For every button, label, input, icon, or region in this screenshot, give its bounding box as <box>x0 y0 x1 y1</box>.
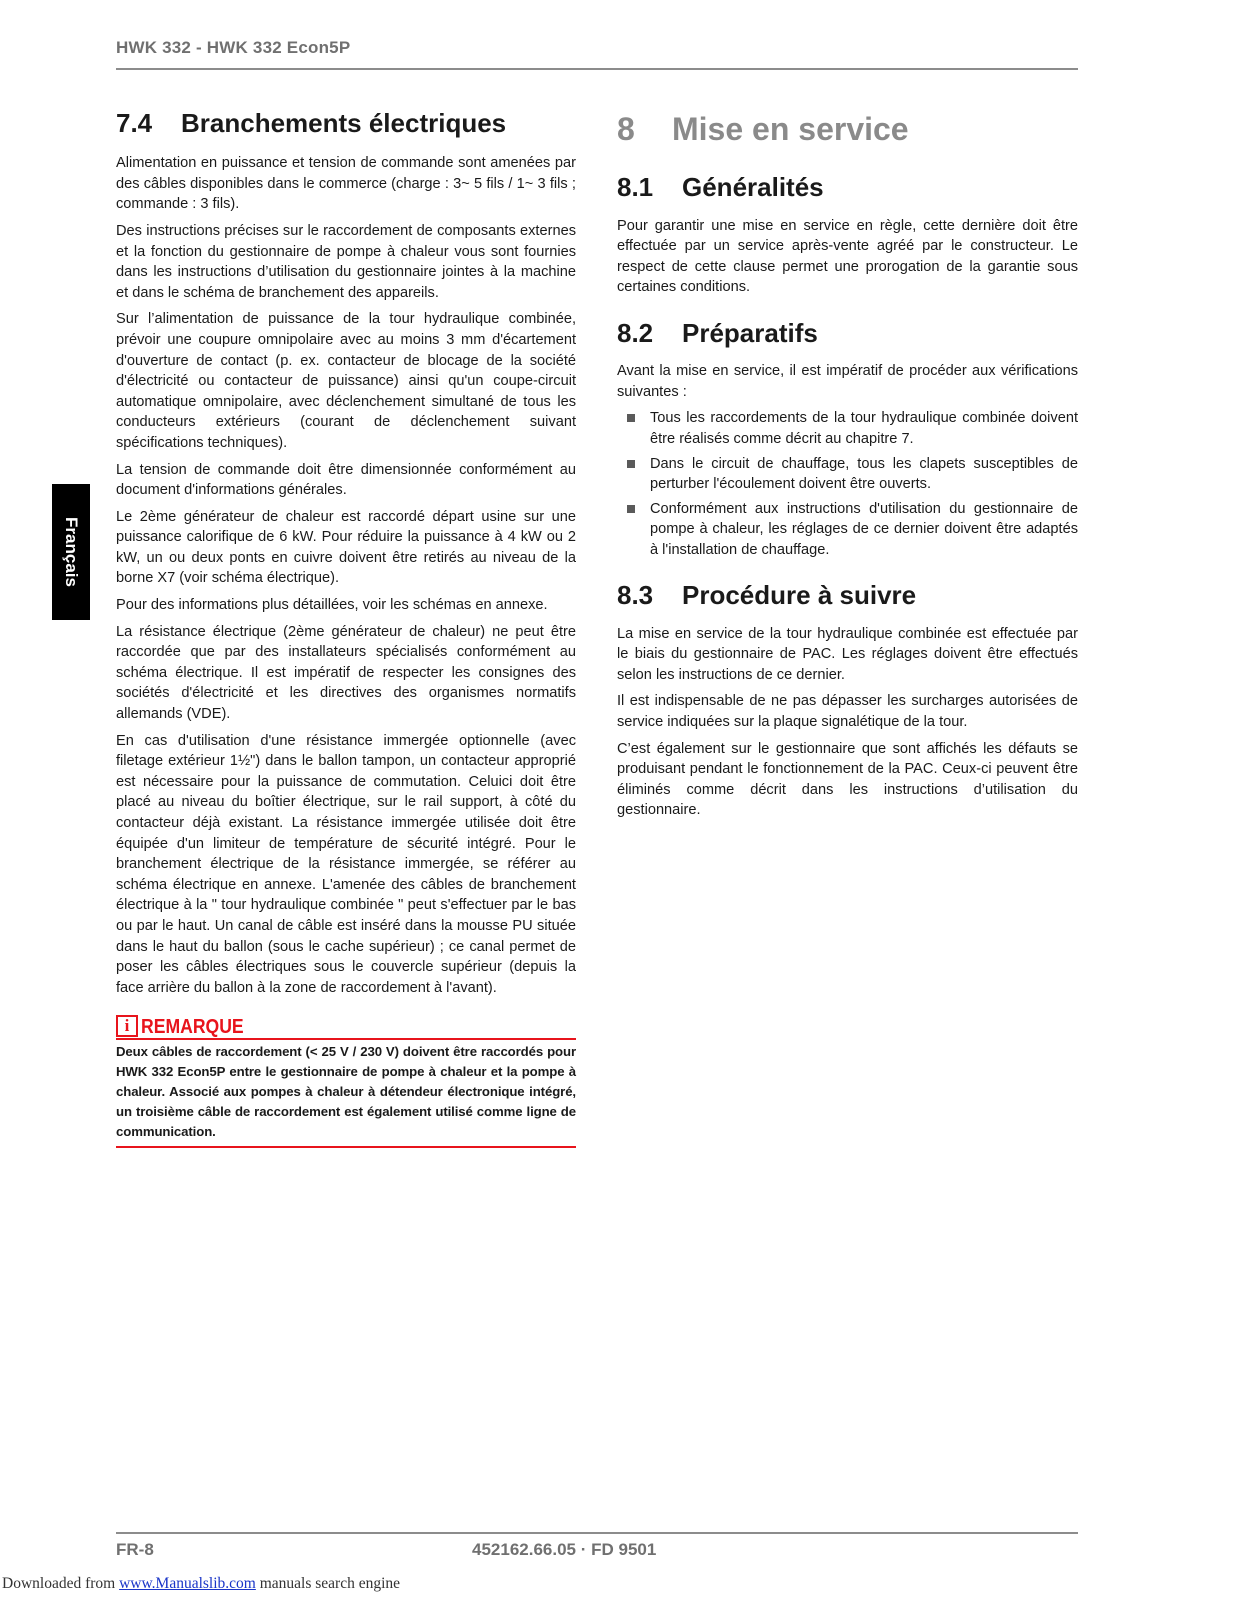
chapter-title: Mise en service <box>672 111 909 147</box>
section-title: Préparatifs <box>682 317 818 348</box>
section-8-3-heading <box>617 580 1078 611</box>
page-header <box>116 38 1078 70</box>
manualslib-link[interactable]: www.Manualslib.com <box>119 1575 256 1592</box>
right-column <box>617 108 1078 827</box>
paragraph: Il est indispensable de ne pas dépasser les surcharges autorisées de service indiquées sur la plaque signalétique de la tour. <box>617 693 1078 731</box>
page-number: FR-8 <box>116 1540 154 1559</box>
paragraph: Avant la mise en service, il est impératif de procéder aux vérifications suivantes : <box>617 363 1078 400</box>
remark-title: REMARQUE <box>141 1016 244 1039</box>
paragraph: Pour garantir une mise en service en règle, cette dernière doit être effectuée par un service après-vente agréé par le constructeur. Le respect de cette clause permet une prorogation de la garantie sous certaines conditions. <box>617 217 1078 296</box>
section-number: 7.4 <box>116 108 153 138</box>
chapter-8-heading <box>617 110 1078 148</box>
paragraph: Le 2ème générateur de chaleur est raccordé départ usine sur une puissance calorifique de 6 kW. Pour réduire la puissance à 4 kW ou 2 kW, un ou deux ponts en cuivre doivent être retirés au niveau de la borne X7 (voir schéma électrique). <box>116 508 576 587</box>
list-item-text: Tous les raccordements de la tour hydraulique combinée doivent être réalisés comme décrit au chapitre 7. <box>650 410 1078 447</box>
chapter-number: 8 <box>617 111 635 147</box>
paragraph: En cas d'utilisation d'une résistance immergée optionnelle (avec filetage extérieur 1½") dans le ballon tampon, un contacteur approprié est nécessaire pour la puissance de commutation. Celuici doit être placé au niveau du boîtier électrique, sur le rail support, à côté du contacteur déjà existant. La résistance immergée utilisée doit être équipée d'un limiteur de température de sécurité intégré. Pour le branchement électrique de la résistance immergée, se référer au schéma électrique en annexe. L'amenée des câbles de branchement électrique à la " tour hydraulique combinée " peut s'effectuer par le bas ou par le haut. Un canal de câble est inséré dans la mousse PU située dans le haut du ballon (sous le cache supérieur) ; ce canal permet de poser les câbles électriques sous le couvercle supérieur (depuis la face arrière du ballon à la zone de raccordement à l'avant). <box>116 732 576 996</box>
remark-text: Deux câbles de raccordement (< 25 V / 230 V) doivent être raccordés pour HWK 332 Econ5P entre le gestionnaire de pompe à chaleur et la pompe à chaleur. Associé aux pompes à chaleur à détendeur électronique intégré, un troisième câble de raccordement est également utilisé comme ligne de communication. <box>116 1040 576 1148</box>
list-item <box>617 454 1078 495</box>
paragraph: La résistance électrique (2ème générateur de chaleur) ne peut être raccordée que par des installateurs spécialisés conformément au schéma électrique. Il est impératif de respecter les consignes des sociétés d'électricité et les directives des organismes normatifs allemands (VDE). <box>116 623 576 723</box>
paragraph: C’est également sur le gestionnaire que sont affichés les défauts se produisant pendant le fonctionnement de la PAC. Ceux-ci peuvent être éliminés comme décrit dans les instructions d’utilisation du gestionnaire. <box>617 740 1078 819</box>
page-footer <box>116 1532 1078 1559</box>
language-tab-label: Français <box>62 517 81 587</box>
info-icon: i <box>116 1015 138 1037</box>
section-7-4-heading <box>116 108 576 139</box>
list-item <box>617 499 1078 561</box>
list-item-text: Conformément aux instructions d'utilisation du gestionnaire de pompe à chaleur, les réglages de ce dernier doivent être adaptés à l'installation de chauffage. <box>650 500 1078 558</box>
section-8-2-heading <box>617 318 1078 349</box>
download-suffix: manuals search engine <box>255 1575 401 1592</box>
paragraph: Pour des informations plus détaillées, voir les schémas en annexe. <box>116 597 548 614</box>
section-number: 8.1 <box>617 172 654 203</box>
paragraph: Alimentation en puissance et tension de commande sont amenées par des câbles disponibles dans le commerce (charge : 3~ 5 fils / 1~ 3 fils ; commande : 3 fils). <box>116 155 576 213</box>
left-column <box>116 108 576 1148</box>
download-notice <box>2 1575 400 1593</box>
remark-box <box>116 1016 576 1148</box>
paragraph: Sur l’alimentation de puissance de la tour hydraulique combinée, prévoir une coupure omnipolaire avec au moins 3 mm d'écartement d'ouverture de contact (p. ex. contacteur de blocage de la société d'électricité ou contacteur de puissance) ainsi qu'un coupe-circuit automatique omnipolaire, avec déclenchement simultané de tous les conducteurs extérieurs (courant de déclenchement suivant spécifications techniques). <box>116 311 576 451</box>
section-number: 8.2 <box>617 317 654 348</box>
section-title: Procédure à suivre <box>682 580 917 611</box>
paragraph: La tension de commande doit être dimensionnée conformément au document d'informations générales. <box>116 461 576 499</box>
remark-header <box>116 1016 576 1040</box>
paragraph: La mise en service de la tour hydraulique combinée est effectuée par le biais du gestionnaire de PAC. Les réglages doivent être effectués selon les instructions de ce dernier. <box>617 625 1078 683</box>
section-number: 8.3 <box>617 580 654 611</box>
checklist <box>617 408 1078 560</box>
header-title: HWK 332 - HWK 332 Econ5P <box>116 38 351 57</box>
paragraph: Des instructions précises sur le raccordement de composants externes et la fonction du gestionnaire de pompe à chaleur vous sont fournies dans les instructions d’utilisation du gestionnaire jointes à la machine et dans le schéma de branchement des appareils. <box>116 222 576 301</box>
square-bullet-icon <box>627 460 635 468</box>
document-number: 452162.66.05 · FD 9501 <box>472 1540 657 1559</box>
list-item <box>617 408 1078 449</box>
section-8-1-heading <box>617 172 1078 203</box>
list-item-text: Dans le circuit de chauffage, tous les clapets susceptibles de perturber l'écoulement doivent être ouverts. <box>650 455 1078 493</box>
section-title: Généralités <box>682 172 824 203</box>
language-tab <box>52 484 90 620</box>
square-bullet-icon <box>627 505 635 513</box>
download-prefix: Downloaded from <box>2 1575 120 1592</box>
square-bullet-icon <box>627 414 635 422</box>
section-title: Branchements électriques <box>181 108 507 138</box>
